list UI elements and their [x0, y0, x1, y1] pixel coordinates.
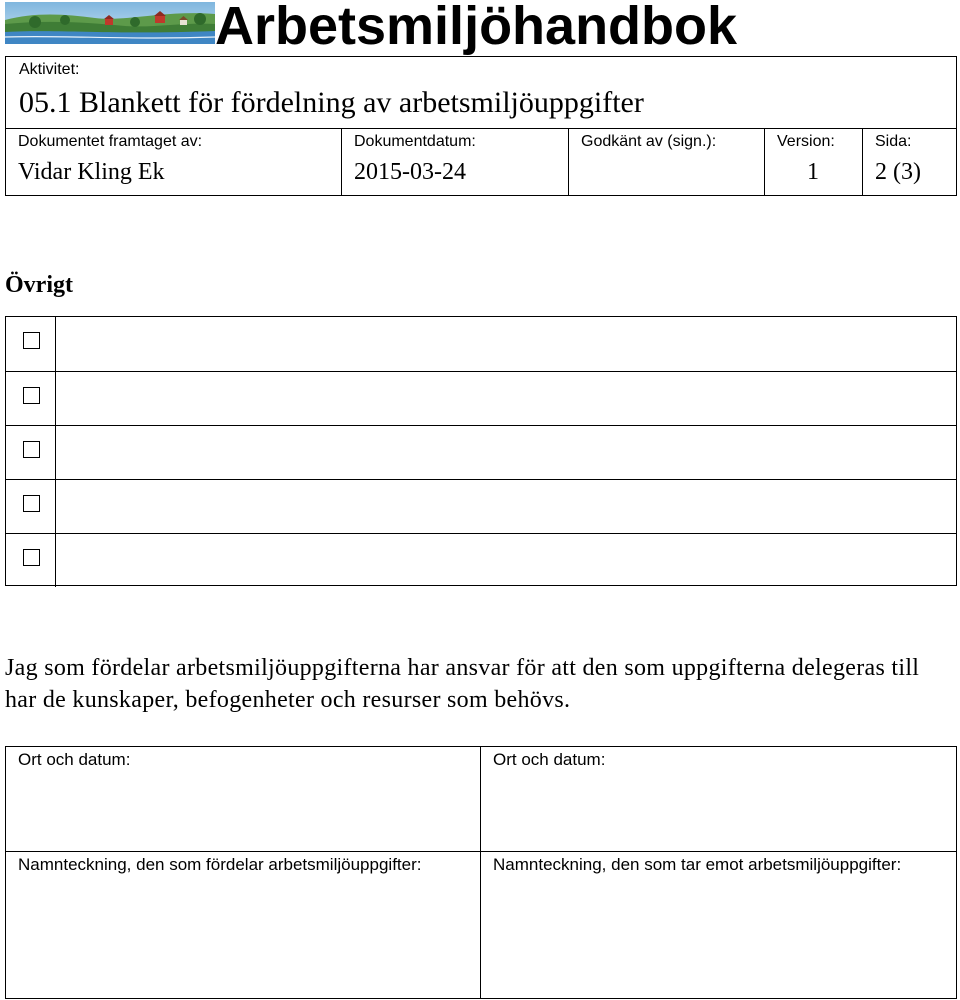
document-info-box [5, 56, 957, 196]
document-date-cell [341, 129, 568, 196]
task-text-field[interactable] [57, 534, 956, 587]
task-text-field[interactable] [57, 480, 956, 533]
lake-landscape-logo-icon [5, 2, 215, 44]
approved-by-cell [568, 129, 764, 196]
other-tasks-table [5, 316, 957, 586]
left-signature-cell [6, 852, 481, 998]
page-cell [862, 129, 956, 196]
task-checkbox[interactable] [23, 387, 40, 404]
table-row [6, 425, 956, 479]
activity-value: 05.1 Blankett för fördelning av arbetsmiljöuppgifter [19, 86, 644, 119]
right-place-date-cell [481, 747, 956, 852]
author-label: Dokumentet framtaget av: [18, 133, 203, 150]
table-row [6, 317, 956, 371]
table-row [6, 533, 956, 587]
checkbox-cell [6, 480, 56, 533]
version-cell [764, 129, 862, 196]
page-value: 2 (3) [875, 159, 921, 185]
left-place-date-cell [6, 747, 481, 852]
table-row [6, 479, 956, 533]
right-signature-label: Namnteckning, den som tar emot arbetsmiljöuppgifter: [493, 855, 902, 874]
right-signature-field[interactable] [481, 880, 956, 998]
signature-table [5, 746, 957, 999]
left-signature-field[interactable] [6, 880, 480, 998]
task-checkbox[interactable] [23, 441, 40, 458]
document-meta-row [6, 128, 956, 196]
checkbox-cell [6, 372, 56, 425]
task-text-field[interactable] [57, 372, 956, 425]
task-checkbox[interactable] [23, 549, 40, 566]
task-checkbox[interactable] [23, 332, 40, 349]
left-place-date-label: Ort och datum: [18, 750, 131, 769]
responsibility-statement: Jag som fördelar arbetsmiljöuppgifterna har ansvar för att den som uppgifterna delegeras till har de kunskaper, befogenheter och resurser som behövs. [5, 655, 920, 713]
document-date-value: 2015-03-24 [354, 159, 466, 185]
activity-label: Aktivitet: [19, 61, 80, 78]
version-label: Version: [777, 133, 835, 150]
page-label: Sida: [875, 133, 912, 150]
version-value: 1 [807, 159, 819, 185]
table-row [6, 371, 956, 425]
document-date-label: Dokumentdatum: [354, 133, 476, 150]
checkbox-cell [6, 426, 56, 479]
task-text-field[interactable] [57, 426, 956, 479]
task-text-field[interactable] [57, 317, 956, 371]
author-cell [6, 129, 341, 196]
left-place-date-field[interactable] [6, 775, 480, 851]
author-value: Vidar Kling Ek [18, 159, 165, 185]
right-signature-cell [481, 852, 956, 998]
right-place-date-label: Ort och datum: [493, 750, 606, 769]
page-title: Arbetsmiljöhandbok [215, 0, 738, 56]
approved-by-label: Godkänt av (sign.): [581, 133, 717, 150]
checkbox-cell [6, 317, 56, 371]
checkbox-cell [6, 534, 56, 587]
left-signature-label: Namnteckning, den som fördelar arbetsmiljöuppgifter: [18, 855, 422, 874]
task-checkbox[interactable] [23, 495, 40, 512]
section-heading-ovrigt: Övrigt [5, 272, 73, 298]
right-place-date-field[interactable] [481, 775, 956, 851]
